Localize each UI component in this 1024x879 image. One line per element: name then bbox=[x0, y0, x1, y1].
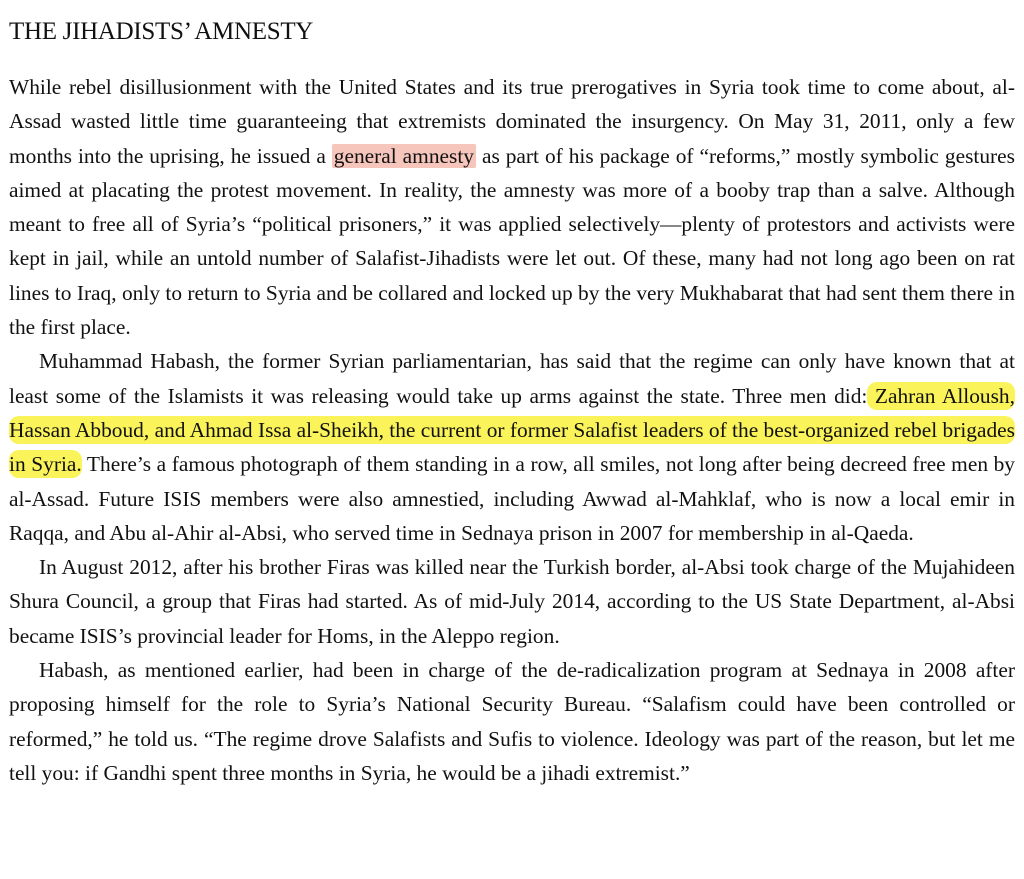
paragraph-3: In August 2012, after his brother Firas was killed near the Turkish border, al-Absi took charge of the Mujahideen Shura Council, a group that Firas had started. As of mid-July 2014, according to the US State Department, al-Absi became ISIS’s provincial leader for Homs, in the Aleppo region. bbox=[9, 555, 1015, 648]
paragraph-1 bbox=[9, 70, 1015, 344]
paragraph-2 bbox=[9, 344, 1015, 550]
paragraph-2-text-after: There’s a famous photograph of them standing in a row, all smiles, not long after being decreed free men by al-Assad. Future ISIS members were also amnestied, including Awwad al-Mahklaf, who is now a local emir in Raqqa, and Abu al-Ahir al-Absi, who served time in Sednaya prison in 2007 for membership in al-Qaeda. bbox=[9, 452, 1015, 545]
document-page bbox=[9, 14, 1015, 790]
highlight-general-amnesty: general amnesty bbox=[333, 143, 474, 168]
paragraph-1-text-after: as part of his package of “reforms,” mostly symbolic gestures aimed at placating the protest movement. In reality, the amnesty was more of a booby trap than a salve. Although meant to free all of Syria’s “political prisoners,” it was applied selectively—plenty of protestors and activists were kept in jail, while an untold number of Salafist-Jihadists were let out. Of these, many had not long ago been on rat lines to Iraq, only to return to Syria and be collared and locked up by the very Mukhabarat that had sent them there in the first place. bbox=[9, 143, 1015, 340]
paragraph-4: Habash, as mentioned earlier, had been in charge of the de-radicalization program at Sednaya in 2008 after proposing himself for the role to Syria’s National Security Bureau. “Salafism could have been controlled or reformed,” he told us. “The regime drove Salafists and Sufis to violence. Ideology was part of the reason, but let me tell you: if Gandhi spent three months in Syria, he would be a jihadi extremist.” bbox=[9, 658, 1015, 785]
section-heading: THE JIHADISTS’ AMNESTY bbox=[9, 18, 314, 45]
highlight-rebel-leaders: Zahran Alloush, Hassan Abboud, and Ahmad Issa al-Sheikh, the current or former Salafist leaders of the best-organized rebel brigades in Syria. bbox=[9, 383, 1015, 477]
paragraph-2-text-before: Muhammad Habash, the former Syrian parliamentarian, has said that the regime can only have known that at least some of the Islamists it was releasing would take up arms against the state. Three men did: bbox=[9, 349, 1015, 408]
paragraph-1-text-before: While rebel disillusionment with the United States and its true prerogatives in Syria took time to come about, al-Assad wasted little time guaranteeing that extremists dominated the insurgency. On May 31, 2011, only a few months into the uprising, he issued a bbox=[9, 75, 1015, 168]
